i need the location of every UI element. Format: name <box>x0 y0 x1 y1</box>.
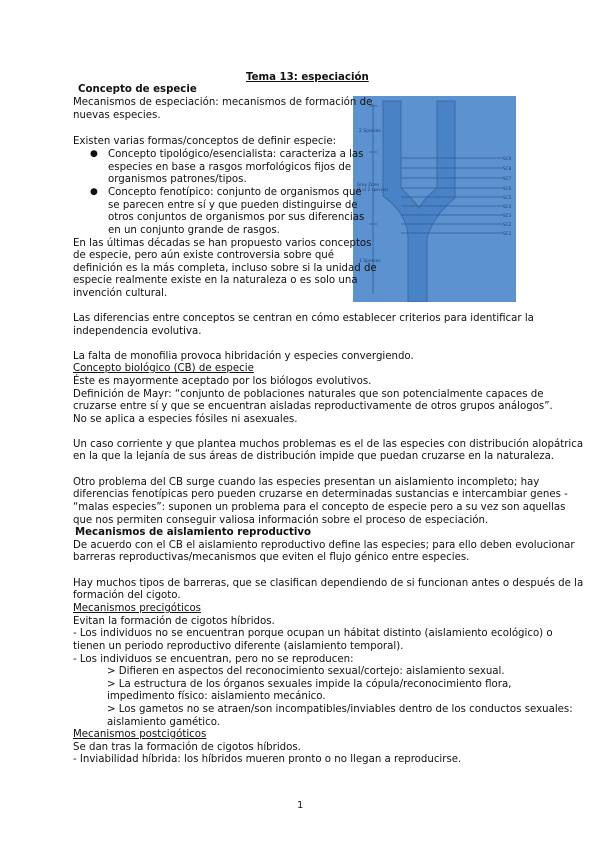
text-line: De acuerdo con el CB el aislamiento reproductivo define las especies; para ello deben evolucionar <box>73 540 575 551</box>
text-line: Hay muchos tipos de barreras, que se clasifican dependiendo de si funcionan antes o después de la <box>73 578 584 589</box>
text-line: Definición de Mayr: “conjunto de poblaciones naturales que son potencialmente capaces de <box>73 389 544 400</box>
text-line: Las diferencias entre conceptos se centran en cómo establecer criterios para identificar la <box>73 313 534 324</box>
sc-label: SC1 <box>503 231 512 236</box>
text-line: Un caso corriente y que plantea muchos problemas es el de las especies con distribución alopátrica <box>73 439 584 450</box>
text-line: aislamiento gamético. <box>107 717 221 728</box>
text-line: - Los individuos se encuentran, pero no se reproducen: <box>73 654 354 665</box>
text-line: Concepto tipológico/esencialista: caracteriza a las <box>108 149 364 160</box>
text-line: organismos patrones/tipos. <box>108 174 247 185</box>
heading-precigoticos: Mecanismos precigóticos <box>73 603 201 614</box>
text-line: Evitan la formación de cigotos híbridos. <box>73 616 275 627</box>
sc-label: SC2 <box>503 222 512 227</box>
text-line: La falta de monofilia provoca hibridación y especies convergiendo. <box>73 351 414 362</box>
sc-label: SC9 <box>503 156 512 161</box>
text-line: > Los gametos no se atraen/son incompatibles/inviables dentro de los conductos sexuales: <box>107 704 573 715</box>
text-line: - Inviabilidad híbrida: los híbridos mueren pronto o no llegan a reproducirse. <box>73 754 462 765</box>
text-line: especies en base a rasgos morfológicos fijos de <box>108 162 352 173</box>
speciation-diagram <box>353 96 516 302</box>
text-line: Concepto fenotípico: conjunto de organismos que <box>108 187 362 198</box>
text-line: independencia evolutiva. <box>73 326 202 337</box>
text-line: barreras reproductivas/mecanismos que eviten el flujo génico entre especies. <box>73 552 470 563</box>
text-line: > La estructura de los órganos sexuales impide la cópula/reconocimiento flora, <box>107 679 512 690</box>
text-line: invención cultural. <box>73 288 168 299</box>
sc-label: SC6 <box>503 186 512 191</box>
text-line: tienen un periodo reproductivo diferente (aislamiento temporal). <box>73 641 404 652</box>
text-line: Otro problema del CB surge cuando las especies presentan un aislamiento incompleto; hay <box>73 477 540 488</box>
bullet-icon: ● <box>90 187 98 197</box>
text-line: Éste es mayormente aceptado por los biólogos evolutivos. <box>73 376 372 387</box>
sc-label: SC5 <box>503 195 512 200</box>
text-line: se parecen entre sí y que pueden distinguirse de <box>108 200 358 211</box>
text-line: Existen varias formas/conceptos de definir especie: <box>73 136 337 147</box>
page-title: Tema 13: especiación <box>246 72 369 83</box>
text-line: No se aplica a especies fósiles ni asexuales. <box>73 414 298 425</box>
text-line: en la que la lejanía de sus áreas de distribución impide que puedan cruzarse en la naturaleza. <box>73 451 555 462</box>
text-line: de especie, pero aún existe controversia sobre qué <box>73 250 335 261</box>
label-grey-zone: Grey Zone <box>357 182 379 187</box>
text-line: Mecanismos de especiación: mecanismos de formación de <box>73 97 373 108</box>
text-line: > Difieren en aspectos del reconocimiento sexual/cortejo: aislamiento sexual. <box>107 666 505 677</box>
text-line: - Los individuos no se encuentran porque ocupan un hábitat distinto (aislamiento ecológico) o <box>73 628 553 639</box>
heading-postcigoticos: Mecanismos postcigóticos <box>73 729 207 740</box>
text-line: especie realmente existe en la naturaleza o es solo una <box>73 275 358 286</box>
text-line: en un conjunto grande de rasgos. <box>108 225 280 236</box>
sc-label: SC8 <box>503 166 512 171</box>
sc-label: SC3 <box>503 213 512 218</box>
text-line: definición es la más completa, incluso sobre si la unidad de <box>73 263 377 274</box>
text-line: Se dan tras la formación de cigotos híbridos. <box>73 742 301 753</box>
text-line: otros conjuntos de organismos por sus diferencias <box>108 212 365 223</box>
text-line: cruzarse entre sí y que se encuentran aisladas reproductivamente de otros grupos análogos”. <box>73 401 553 412</box>
text-line: “malas especies”: suponen un problema para el concepto de especie pero a su vez son aquellas <box>73 502 566 513</box>
label-grey-zone-2: (1 or 2 species) <box>357 187 389 192</box>
label-1-species: 1 Species <box>359 259 381 264</box>
bullet-icon: ● <box>90 149 98 159</box>
heading-concepto-especie: Concepto de especie <box>78 84 197 95</box>
text-line: diferencias fenotípicas pero pueden cruzarse en determinadas sustancias e intercambiar genes - <box>73 489 568 500</box>
speciation-figure <box>353 96 516 302</box>
label-2-species: 2 Species <box>359 129 381 134</box>
sc-label: SC7 <box>503 176 512 181</box>
text-line: formación del cigoto. <box>73 590 181 601</box>
sc-label: SC4 <box>503 204 512 209</box>
text-line: impedimento físico: aislamiento mecánico. <box>107 691 326 702</box>
text-line: que nos permiten conseguir valiosa información sobre el proceso de especiación. <box>73 515 489 526</box>
page-number: 1 <box>297 800 304 811</box>
text-line: nuevas especies. <box>73 110 161 121</box>
heading-aislamiento: Mecanismos de aislamiento reproductivo <box>75 527 312 538</box>
heading-concepto-biologico: Concepto biológico (CB) de especie <box>73 363 254 374</box>
text-line: En las últimas décadas se han propuesto varios conceptos <box>73 238 372 249</box>
